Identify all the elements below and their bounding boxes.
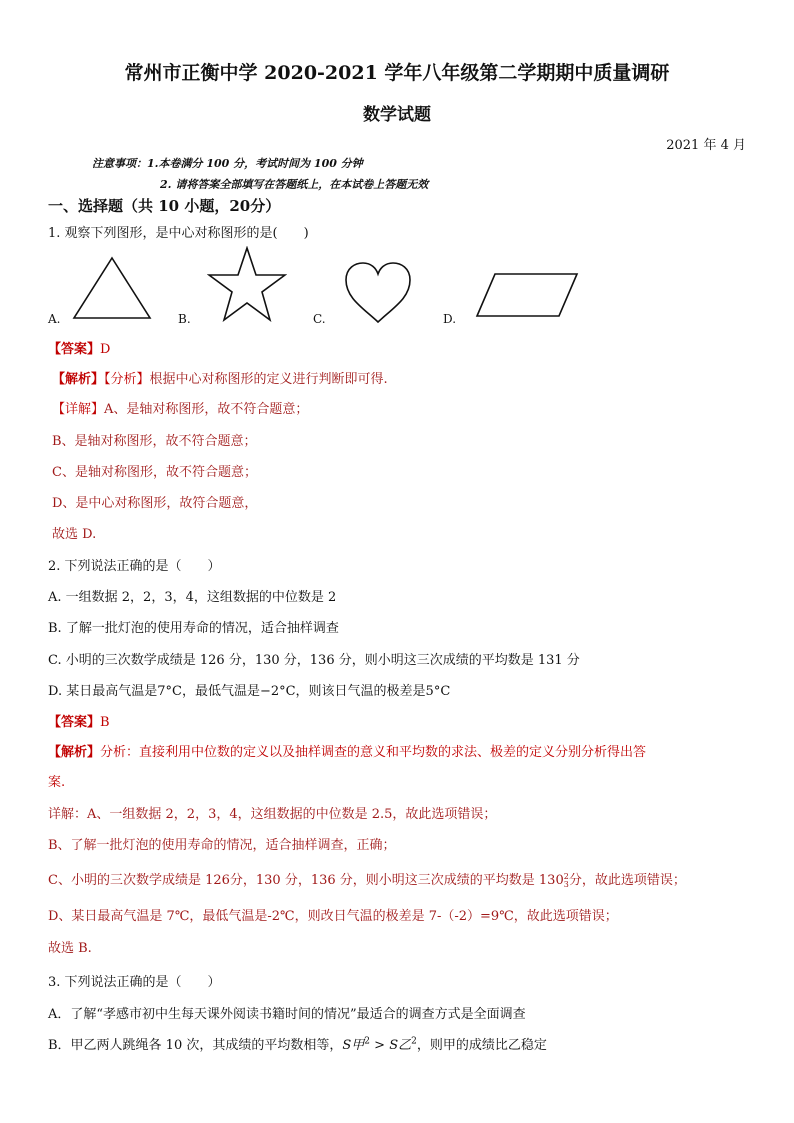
greater-than: >	[370, 1038, 390, 1053]
answer-tag: 【答案】	[48, 715, 101, 730]
notice-line-2: 2. 请将答案全部填写在答题纸上，在本试卷上答题无效	[160, 178, 429, 191]
notice-item-1: 1.本卷满分 100 分，考试时间为 100 分钟	[147, 157, 363, 170]
q1-conclusion: 故选 D.	[52, 527, 97, 542]
q2-option-d: D. 某日最高气温是7°C，最低气温是−2°C，则该日气温的极差是5°C	[48, 684, 451, 699]
q1-analysis	[52, 368, 388, 387]
q3-option-b-post: ，则甲的成绩比乙稳定	[416, 1038, 547, 1053]
exam-date: 2021 年 4 月	[666, 138, 746, 153]
fraction-numerator: 2	[563, 871, 569, 881]
q3-option-a: A．了解“孝感市初中生每天课外阅读书籍时间的情况”最适合的调查方式是全面调查	[48, 1007, 526, 1022]
fraction-denominator: 3	[563, 879, 569, 889]
q1-option-a-label: A.	[48, 312, 61, 326]
variance-yi: S乙	[389, 1038, 412, 1053]
q1-detail-a	[52, 398, 308, 417]
analysis-text: 根据中心对称图形的定义进行判断即可得.	[149, 372, 388, 387]
detail-a-text: A、是轴对称图形，故不符合题意；	[104, 402, 309, 417]
q1-detail-c: C、是轴对称图形，故不符合题意；	[52, 465, 257, 480]
analysis-tag: 【解析】	[52, 372, 105, 387]
section-heading: 一、选择题（共 10 小题，20分）	[48, 197, 281, 215]
q3-stem: 3. 下列说法正确的是（ ）	[48, 975, 221, 990]
q2-answer	[48, 711, 110, 730]
page-subtitle: 数学试题	[363, 105, 431, 125]
q3-option-b-pre: B．甲乙两人跳绳各 10 次，其成绩的平均数相等，	[48, 1038, 343, 1053]
answer-value: D	[100, 342, 111, 357]
triangle-shape	[72, 256, 152, 320]
notice-line-1	[92, 155, 363, 171]
q3-option-b	[48, 1034, 547, 1053]
analysis-tag: 【解析】	[48, 745, 101, 760]
analysis-sub-tag: 【分析】	[104, 372, 150, 387]
q1-detail-d: D、是中心对称图形，故符合题意，	[52, 496, 258, 511]
q2-option-b: B. 了解一批灯泡的使用寿命的情况，适合抽样调查	[48, 621, 339, 636]
q1-option-c-label: C.	[313, 312, 326, 326]
q2-conclusion: 故选 B.	[48, 941, 92, 956]
detail-tag: 【详解】	[52, 402, 105, 417]
answer-value: B	[100, 715, 110, 730]
q2-option-c: C. 小明的三次数学成绩是 126 分，130 分，136 分，则小明这三次成绩的平均数是 131 分	[48, 653, 580, 668]
page-title: 常州市正衡中学 2020-2021 学年八年级第二学期期中质量调研	[124, 62, 670, 84]
analysis-text: 分析：直接利用中位数的定义以及抽样调查的意义和平均数的求法、极差的定义分别分析得出答	[100, 745, 647, 760]
q1-option-d-label: D.	[443, 312, 457, 326]
heart-shape	[343, 260, 413, 326]
q1-stem: 1. 观察下列图形，是中心对称图形的是( )	[48, 226, 309, 241]
variance-jia: S甲	[342, 1038, 365, 1053]
q2-stem: 2. 下列说法正确的是（ ）	[48, 559, 221, 574]
q2-detail-c	[48, 869, 686, 889]
answer-tag: 【答案】	[48, 342, 101, 357]
exponent-2: 2	[411, 1036, 417, 1047]
q2-detail-b: B、了解一批灯泡的使用寿命的情况，适合抽样调查，正确；	[48, 838, 396, 853]
star-shape	[207, 246, 287, 322]
q2-analysis	[48, 741, 646, 760]
q1-option-b-label: B.	[178, 312, 191, 326]
detail-c-pre: C、小明的三次数学成绩是 126分，130 分，136 分，则小明这三次成绩的平均数是 130	[48, 873, 564, 888]
parallelogram-shape	[475, 270, 579, 320]
q2-detail-a: 详解：A、一组数据 2，2，3，4，这组数据的中位数是 2.5，故此选项错误；	[48, 807, 497, 822]
q2-option-a: A. 一组数据 2，2，3，4，这组数据的中位数是 2	[48, 590, 337, 605]
q1-detail-b: B、是轴对称图形，故不符合题意；	[52, 434, 257, 449]
q2-detail-d: D、某日最高气温是 7℃，最低气温是-2℃，则改日气温的极差是 7-（-2）=9℃，故此选项错误；	[48, 909, 618, 924]
notice-label: 注意事项：	[92, 157, 147, 170]
detail-c-post: 分，故此选项错误；	[568, 873, 686, 888]
q1-answer	[48, 338, 110, 357]
exponent-1: 2	[364, 1036, 371, 1047]
q2-analysis-cont: 案.	[48, 775, 66, 790]
